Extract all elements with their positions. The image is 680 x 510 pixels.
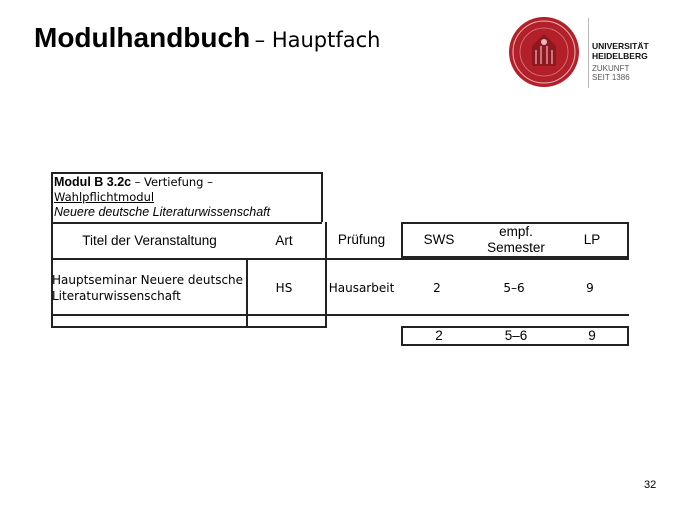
- row-art: HS: [275, 281, 293, 295]
- module-category: – Vertiefung –: [134, 175, 213, 189]
- title-sub: – Hauptfach: [254, 28, 381, 52]
- row-semester: 5–6: [503, 281, 525, 295]
- row-lp: 9: [586, 281, 594, 295]
- module-name: Neuere deutsche Literaturwissenschaft: [54, 205, 271, 219]
- header-title: Titel der Veranstaltung: [51, 222, 246, 258]
- header-art: Art: [246, 222, 322, 258]
- row-divider: [51, 258, 629, 260]
- total-sws: 2: [435, 328, 443, 343]
- header-lp: LP: [583, 232, 601, 247]
- page-title: [34, 22, 380, 54]
- page-number: 32: [644, 479, 657, 491]
- header-sws: SWS: [423, 232, 455, 247]
- row-title: Hauptseminar Neuere deutsche Literaturwissenschaft: [52, 273, 244, 303]
- row-divider: [51, 326, 327, 328]
- university-logo: [508, 16, 658, 92]
- row-pruefung: Hausarbeit: [328, 281, 395, 295]
- logo-tagline: ZUKUNFT SEIT 1386: [592, 64, 630, 82]
- logo-divider: [588, 18, 589, 88]
- table-total-row: [401, 326, 629, 346]
- module-code: Modul B 3.2c: [54, 175, 132, 189]
- row-sws: 2: [433, 281, 441, 295]
- table-row: [51, 262, 625, 314]
- module-type: Wahlpflichtmodul: [54, 190, 155, 204]
- header-semester: empf. Semester: [487, 224, 545, 255]
- table-header-row: [51, 222, 401, 258]
- module-header-box: [51, 172, 323, 223]
- row-divider: [51, 314, 629, 316]
- table-header-right: [401, 222, 629, 258]
- logo-university-name: UNIVERSITÄT HEIDELBERG: [592, 41, 649, 61]
- university-seal-icon: [508, 16, 580, 88]
- total-semester: 5–6: [504, 328, 528, 343]
- header-pruefung: Prüfung: [322, 222, 401, 258]
- total-lp: 9: [588, 328, 596, 343]
- title-main: Modulhandbuch: [34, 22, 251, 53]
